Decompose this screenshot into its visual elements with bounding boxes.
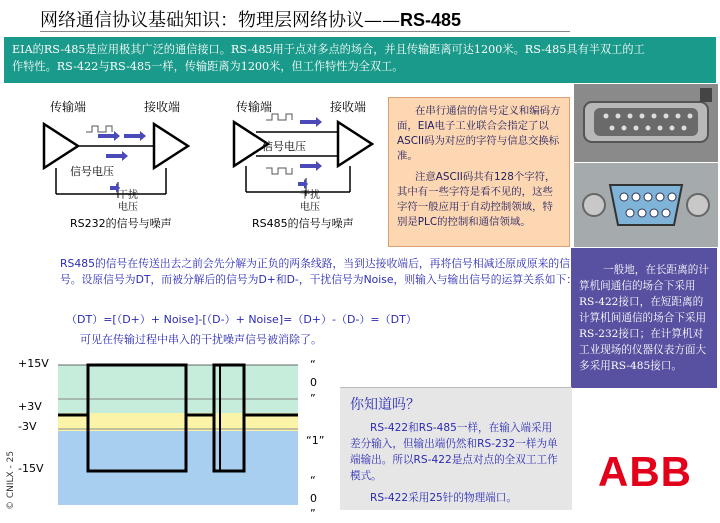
did-you-know-p2: RS-422采用25针的物理端口。	[370, 492, 517, 504]
db25-connector-image	[574, 84, 718, 162]
logic-zero-label-top: 0	[310, 376, 317, 389]
title-underline	[40, 31, 570, 32]
interface-usage-box: 一般地，在长距离的计算机间通信的场合下采用RS-422接口，在短距离的计算机间通信的场合下采用RS-232接口；在计算机对工业现场的仪器仪表方面大多采用RS-485接口。	[571, 248, 717, 388]
rs232-tx-label: 传输端	[50, 100, 87, 114]
voltage-level-diagram	[36, 355, 306, 505]
rs232-diagram	[36, 112, 196, 212]
abb-logo: ABB	[598, 448, 692, 495]
noise-cancel-conclusion: 可见在传输过程中串入的干扰噪声信号被消除了。	[80, 333, 322, 346]
rs232-arrow-mid	[106, 151, 128, 161]
voltage-label-3n: -3V	[18, 420, 37, 433]
page-title: 网络通信协议基础知识：物理层网络协议——RS-485	[40, 10, 462, 31]
intro-line-2: 作特性。RS-422与RS-485一样，传输距离为1200米，但工作特性为全双工。	[12, 60, 404, 73]
rs485-tx-label: 传输端	[236, 100, 273, 114]
voltage-label-15n: -15V	[18, 462, 44, 475]
intro-line-1: EIA的RS-485是应用极其广泛的通信接口。RS-485用于点对多点的场合，并且传输距离可达1200米。RS-485具有半双工的工	[12, 43, 645, 56]
voltage-label-3p: +3V	[18, 400, 42, 413]
noise-cancel-formula: （DT）=[（D+）+ Noise]-[（D-）+ Noise]=（D+）-（D-）=（DT）	[66, 313, 417, 326]
logic-one-label: “1”	[306, 434, 325, 447]
rs232-rx-triangle	[154, 124, 188, 168]
rs232-tx-triangle	[44, 124, 78, 168]
rs485-rx-label: 接收端	[330, 100, 367, 114]
ascii-info-box	[388, 97, 570, 247]
rs485-noise-label: 干扰电压	[300, 190, 320, 213]
rs232-caption: RS232的信号与噪声	[70, 217, 172, 230]
rs485-rx-triangle	[338, 122, 372, 166]
ascii-info-p2: 注意ASCII码共有128个字符，其中有一些字符是看不见的，这些字符一般应用于自动控制领域，特别是PLC的控制和通信领域。	[397, 171, 556, 228]
rs232-signal-label: 信号电压	[70, 165, 114, 178]
rs232-noise-label: 干扰电压	[118, 190, 138, 213]
rs485-caption: RS485的信号与噪声	[252, 217, 354, 230]
rs232-rx-label: 接收端	[144, 100, 181, 114]
did-you-know-p1: RS-422和RS-485一样，在输入端采用差分输入，但输出端仍然和RS-232一样为单端输出。所以RS-422是点对点的全双工工作模式。	[350, 422, 558, 482]
rs485-signal-label: 信号电压	[262, 140, 306, 153]
voltage-label-15p: +15V	[18, 357, 49, 370]
logic-zero-label-bottom: 0	[310, 492, 317, 505]
ascii-info-p1: 在串行通信的信号定义和编码方面，EIA电子工业联合会指定了以ASCII码为对应的字符与信息交换标准。	[397, 105, 561, 162]
intro-banner	[4, 37, 716, 83]
did-you-know-box	[340, 387, 572, 510]
band-high	[58, 365, 298, 413]
band-low	[58, 431, 298, 505]
db9-connector-image	[574, 163, 718, 247]
did-you-know-title: 你知道吗？	[350, 397, 420, 413]
copyright-text: © CNILX - 25	[6, 450, 16, 510]
rs485-explanation: RS485的信号在传送出去之前会先分解为正负的两条线路，当到达接收端后，再将信号相减还原成原来的信号。设原信号为DT，而被分解后的信号为D+和D-，干扰信号为Noise，则输入与输出信号的运算关系如下：	[60, 257, 578, 286]
